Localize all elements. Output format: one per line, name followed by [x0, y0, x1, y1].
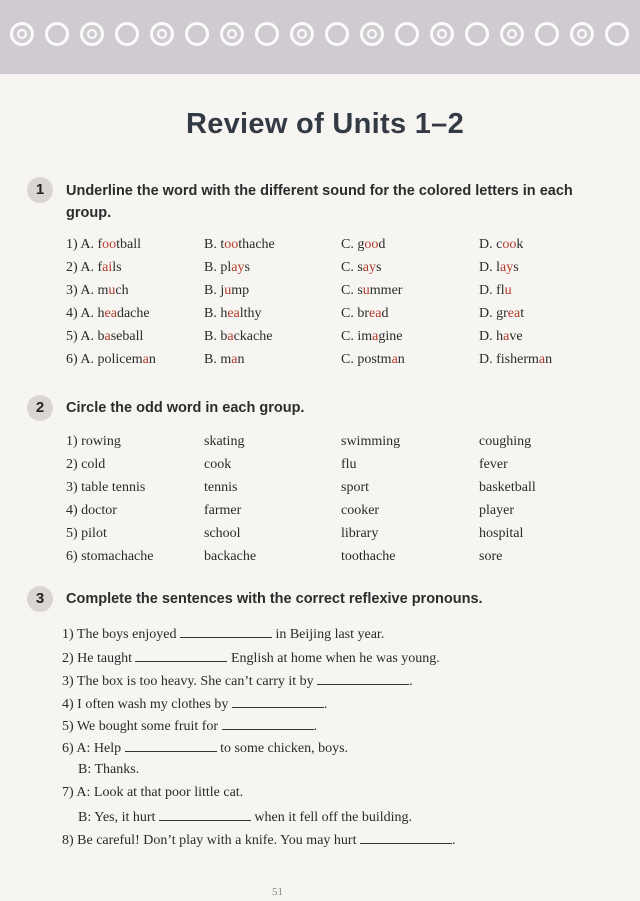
answer-blank[interactable] [360, 831, 452, 844]
colored-letters: ay [500, 260, 514, 275]
word-option[interactable]: 3) table tennis [66, 480, 146, 495]
sentence-text: 4) I often wash my clothes by [62, 697, 232, 712]
option-text: h [97, 306, 105, 321]
answer-blank[interactable] [232, 695, 324, 708]
section-2-row [0, 480, 640, 500]
option-a[interactable] [66, 283, 129, 299]
option-text: tball [116, 237, 142, 252]
option-text: D. l [479, 260, 500, 275]
option-text: ls [112, 260, 122, 275]
option-text: B. pl [204, 260, 232, 275]
word-option[interactable]: farmer [204, 503, 242, 518]
word-option[interactable]: hospital [479, 526, 524, 541]
colored-letters: ay [362, 260, 377, 275]
word-option[interactable]: toothache [341, 549, 396, 564]
section-2-row [0, 434, 640, 454]
section-3-number-badge: 3 [27, 586, 53, 612]
ring-icon [80, 22, 104, 46]
colored-letters: u [224, 283, 232, 298]
sentence-text: . [323, 697, 328, 712]
option-text: B. b [204, 329, 228, 344]
option-a[interactable] [66, 237, 141, 253]
word-option[interactable]: tennis [204, 480, 238, 495]
sentence-text: to some chicken, boys. [216, 741, 349, 756]
option-number: 5) A. [66, 329, 98, 344]
option-d[interactable] [479, 237, 523, 253]
option-text: n [545, 352, 553, 367]
word-option[interactable]: fever [479, 457, 508, 472]
header-band [0, 0, 640, 74]
section-1-row [0, 237, 640, 257]
sentence [62, 717, 317, 735]
sentence [62, 739, 348, 757]
option-c[interactable] [341, 237, 385, 253]
option-text: t [520, 306, 525, 321]
option-text: n [237, 352, 245, 367]
word-option[interactable]: skating [204, 434, 245, 449]
word-option[interactable]: 5) pilot [66, 526, 107, 541]
option-b[interactable] [204, 306, 262, 322]
colored-letters: u [504, 283, 512, 298]
section-2-row [0, 457, 640, 477]
section-1-row [0, 329, 640, 349]
answer-blank[interactable] [125, 739, 217, 752]
colored-letters: a [142, 352, 149, 367]
word-option[interactable]: cooker [341, 503, 380, 518]
option-text: s [244, 260, 250, 275]
option-text: C. g [341, 237, 365, 252]
sentence [78, 808, 412, 826]
word-option[interactable]: 4) doctor [66, 503, 117, 518]
colored-letters: ay [231, 260, 245, 275]
option-d[interactable] [479, 306, 524, 322]
section-1-row [0, 260, 640, 280]
colored-letters: ea [369, 306, 382, 321]
decorative-circle-row [0, 22, 640, 56]
option-text: dache [116, 306, 150, 321]
colored-letters: a [503, 329, 510, 344]
sentence [62, 625, 384, 643]
answer-blank[interactable] [159, 808, 251, 821]
ring-icon [115, 22, 139, 46]
option-text: lthy [239, 306, 262, 321]
page-title: Review of Units 1–2 [185, 108, 465, 140]
ring-icon [10, 22, 34, 46]
section-3-instruction: Complete the sentences with the correct reflexive pronouns. [66, 591, 483, 607]
ring-icon [45, 22, 69, 46]
option-text: mmer [369, 283, 403, 298]
sentence-text: 5) We bought some fruit for [62, 719, 222, 734]
sentence-text: English at home when he was young. [227, 651, 440, 666]
option-text: n [397, 352, 405, 367]
colored-letters: a [227, 329, 234, 344]
option-text: policem [97, 352, 143, 367]
sentence-text: . [451, 833, 456, 848]
option-text: D. fisherm [479, 352, 539, 367]
answer-blank[interactable] [135, 649, 227, 662]
section-1-number-badge: 1 [27, 177, 53, 203]
option-number: 1) A. [66, 237, 98, 252]
sentence-text: 6) A: Help [62, 741, 125, 756]
sentence-text: 1) The boys enjoyed [62, 627, 180, 642]
sentence [62, 785, 243, 801]
ring-icon [360, 22, 384, 46]
sentence-text: 7) A: Look at that poor little cat. [62, 785, 244, 800]
option-text: B. h [204, 306, 228, 321]
answer-blank[interactable] [317, 672, 409, 685]
sentence [62, 672, 413, 690]
ring-icon [255, 22, 279, 46]
option-text: D. c [479, 237, 503, 252]
option-text: ve [509, 329, 523, 344]
ring-icon [570, 22, 594, 46]
option-d[interactable] [479, 329, 523, 345]
colored-letters: a [104, 329, 111, 344]
option-text: d [378, 237, 386, 252]
sentence-text: . [313, 719, 318, 734]
sentence-text: B: Yes, it hurt [78, 810, 159, 825]
option-number: 4) A. [66, 306, 98, 321]
word-option[interactable]: library [341, 526, 379, 541]
colored-letters: a [538, 352, 546, 367]
option-c[interactable] [341, 306, 388, 322]
option-text: mp [231, 283, 250, 298]
ring-icon [150, 22, 174, 46]
option-text: ckache [233, 329, 273, 344]
option-c[interactable] [341, 329, 402, 345]
colored-letters: a [231, 352, 238, 367]
section-1-row [0, 306, 640, 326]
sentence-text: 2) He taught [62, 651, 136, 666]
option-text: C. s [341, 283, 363, 298]
option-b[interactable] [204, 329, 272, 345]
sentence-text: 3) The box is too heavy. She can’t carry it by [62, 674, 318, 689]
option-d[interactable] [479, 283, 512, 299]
colored-letters: a [391, 352, 398, 367]
option-b[interactable] [204, 237, 275, 253]
option-text: s [376, 260, 382, 275]
sentence [62, 649, 440, 667]
word-option[interactable]: cook [204, 457, 232, 472]
colored-letters: a [372, 329, 379, 344]
ring-icon [290, 22, 314, 46]
word-option[interactable]: flu [341, 457, 357, 472]
sentence-text: B: Thanks. [78, 762, 140, 777]
option-text: gine [378, 329, 403, 344]
option-text: D. fl [479, 283, 505, 298]
option-text: D. gr [479, 306, 508, 321]
option-text: seball [110, 329, 144, 344]
ring-icon [465, 22, 489, 46]
option-d[interactable] [479, 352, 552, 368]
section-1-row [0, 283, 640, 303]
section-1-row [0, 352, 640, 372]
word-option[interactable]: school [204, 526, 241, 541]
option-c[interactable] [341, 260, 381, 276]
option-text: C. postm [341, 352, 392, 367]
ring-icon [325, 22, 349, 46]
colored-letters: oo [502, 237, 517, 252]
sentence-text: when it fell off the building. [250, 810, 413, 825]
colored-letters: ea [104, 306, 117, 321]
option-text: C. s [341, 260, 363, 275]
answer-blank[interactable] [222, 717, 314, 730]
sentence-text: in Beijing last year. [271, 627, 385, 642]
ring-icon [430, 22, 454, 46]
colored-letters: oo [102, 237, 117, 252]
word-option[interactable]: sport [341, 480, 369, 495]
option-a[interactable] [66, 352, 156, 368]
option-text: ch [115, 283, 129, 298]
ring-icon [185, 22, 209, 46]
ring-icon [500, 22, 524, 46]
colored-letters: oo [364, 237, 379, 252]
section-1-instruction: Underline the word with the different sound for the colored letters in each group. [66, 183, 573, 221]
answer-blank[interactable] [180, 625, 272, 638]
page-number: 51 [272, 886, 283, 898]
option-text: B. j [204, 283, 225, 298]
word-option[interactable]: player [479, 503, 514, 518]
word-option[interactable]: 1) rowing [66, 434, 121, 449]
section-2-instruction: Circle the odd word in each group. [66, 400, 305, 416]
word-option[interactable]: basketball [479, 480, 536, 495]
colored-letters: ai [102, 260, 113, 275]
option-text: thache [238, 237, 275, 252]
option-text: n [148, 352, 156, 367]
sentence [78, 762, 139, 778]
word-option[interactable]: swimming [341, 434, 401, 449]
sentence [62, 695, 327, 713]
ring-icon [220, 22, 244, 46]
section-2-row [0, 526, 640, 546]
option-a[interactable] [66, 260, 122, 276]
ring-icon [535, 22, 559, 46]
sentence-text: . [409, 674, 413, 689]
colored-letters: ea [507, 306, 521, 321]
word-option[interactable]: sore [479, 549, 503, 564]
option-text: s [513, 260, 519, 275]
option-text: C. im [341, 329, 373, 344]
colored-letters: u [362, 283, 370, 298]
word-option[interactable]: 2) cold [66, 457, 106, 472]
option-number: 2) A. [66, 260, 98, 275]
option-text: B. t [204, 237, 225, 252]
option-b[interactable] [204, 260, 250, 276]
option-number: 3) A. [66, 283, 98, 298]
option-text: f [97, 260, 103, 275]
option-number: 6) A. [66, 352, 98, 367]
sentence [62, 831, 455, 849]
section-2-row [0, 549, 640, 569]
ring-icon [605, 22, 629, 46]
option-text: f [97, 237, 103, 252]
option-a[interactable] [66, 329, 143, 345]
option-text: D. h [479, 329, 504, 344]
section-2-number-badge: 2 [27, 395, 53, 421]
option-text: m [97, 283, 109, 298]
option-text: C. br [341, 306, 369, 321]
option-text: b [97, 329, 105, 344]
option-c[interactable] [341, 352, 405, 368]
word-option[interactable]: coughing [479, 434, 532, 449]
sentence-text: 8) Be careful! Don’t play with a knife. You may hurt [62, 833, 360, 848]
word-option[interactable]: backache [204, 549, 257, 564]
ring-icon [395, 22, 419, 46]
colored-letters: u [108, 283, 116, 298]
word-option[interactable]: 6) stomachache [66, 549, 154, 564]
option-d[interactable] [479, 260, 519, 276]
option-a[interactable] [66, 306, 150, 322]
option-c[interactable] [341, 283, 402, 299]
option-text: k [516, 237, 524, 252]
colored-letters: oo [224, 237, 239, 252]
option-text: d [381, 306, 389, 321]
option-b[interactable] [204, 283, 249, 299]
option-b[interactable] [204, 352, 244, 368]
option-text: B. m [204, 352, 232, 367]
colored-letters: ea [227, 306, 240, 321]
section-2-row [0, 503, 640, 523]
